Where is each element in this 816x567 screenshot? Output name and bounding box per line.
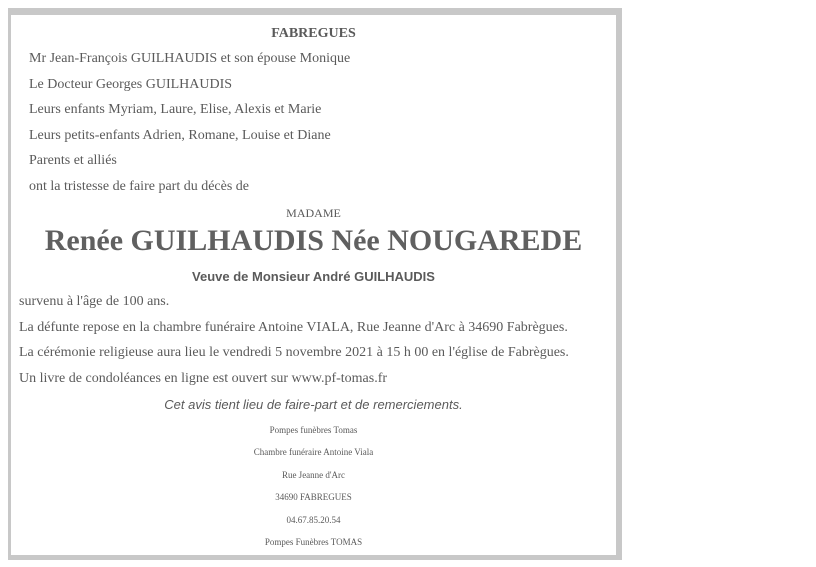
detail-line: Un livre de condoléances en ligne est ouvert sur www.pf-tomas.fr [19,371,388,386]
family-line: Parents et alliés [29,153,117,168]
deceased-title: MADAME [286,206,341,220]
family-line: Leurs enfants Myriam, Laure, Elise, Alexis et Marie [29,102,322,117]
family-line: ont la tristesse de faire part du décès de [29,179,250,194]
death-notice [11,15,616,555]
family-line: Le Docteur Georges GUILHAUDIS [29,77,233,92]
widow-of-line: Veuve de Monsieur André GUILHAUDIS [192,269,435,284]
footer-line: 34690 FABREGUES [275,492,352,502]
footer-line: 04.67.85.20.54 [286,515,341,525]
detail-line: survenu à l'âge de 100 ans. [19,294,170,309]
footer-line: Chambre funéraire Antoine Viala [253,447,374,457]
detail-line: La défunte repose en la chambre funéraire Antoine VIALA, Rue Jeanne d'Arc à 34690 Fabrègues. [19,320,568,335]
deceased-name: Renée GUILHAUDIS Née NOUGAREDE [44,224,583,257]
family-line: Leurs petits-enfants Adrien, Romane, Louise et Diane [29,128,331,143]
notice-frame [8,8,622,560]
footer-line: Pompes funèbres Tomas [269,425,358,435]
closing-line: Cet avis tient lieu de faire-part et de remerciements. [164,397,463,412]
family-line: Mr Jean-François GUILHAUDIS et son épouse Monique [29,51,351,66]
footer-line: Pompes Funèbres TOMAS [264,537,363,547]
detail-line: La cérémonie religieuse aura lieu le vendredi 5 novembre 2021 à 15 h 00 en l'église de Fabrègues. [19,345,569,360]
notice-town: FABREGUES [271,26,356,41]
footer-line: Rue Jeanne d'Arc [281,470,346,480]
